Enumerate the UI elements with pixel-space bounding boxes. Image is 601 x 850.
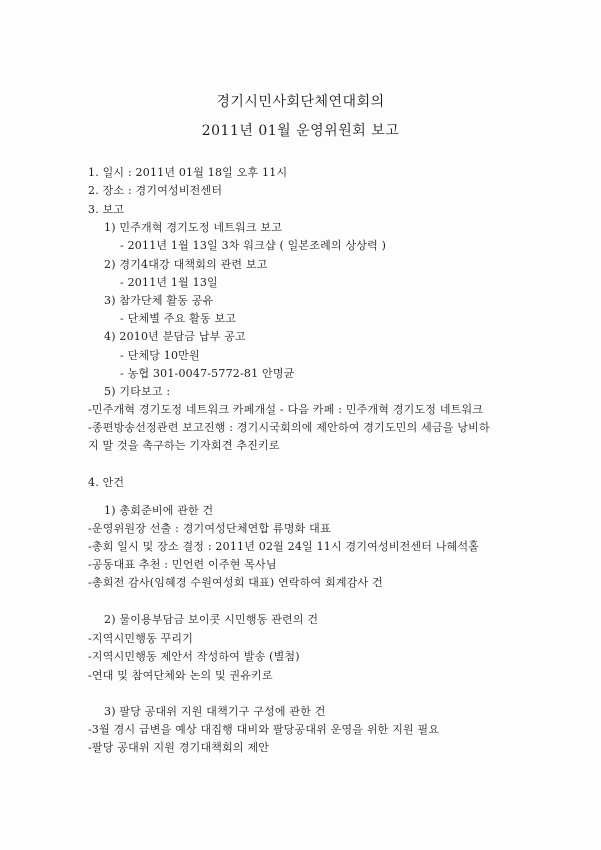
- agenda-item-2-title: 2) 물이용부담금 보이콧 시민행동 관련의 건: [104, 613, 319, 626]
- agenda-item-1-detail: -운영위원장 선출 : 경기여성단체연합 류명화 대표: [88, 522, 331, 535]
- agenda-heading: 4. 안건: [88, 476, 125, 489]
- report-other-cafe-line: -민주개혁 경기도정 네트워크 카페개설 - 다음 카페 : 민주개혁 경기도정 네트워크: [88, 403, 484, 416]
- meeting-place-line: 2. 장소 : 경기여성비전센터: [88, 184, 223, 197]
- agenda-item-3-title: 3) 팔당 공대위 지원 대책기구 구성에 관한 건: [104, 705, 326, 718]
- report-item-3-detail: - 단체별 주요 활동 보고: [120, 312, 237, 325]
- meeting-datetime-line: 1. 일시 : 2011년 01월 18일 오후 11시: [88, 166, 288, 179]
- agenda-item-2-detail: -지역시민행동 꾸리기: [88, 632, 194, 645]
- report-item-2-title: 2) 경기4대강 대책회의 관련 보고: [104, 258, 268, 271]
- agenda-item-1-detail: -총회전 감사(임혜경 수원여성회 대표) 연락하여 회계감사 건: [88, 576, 383, 589]
- agenda-item-1-detail: -공동대표 추천 : 민언련 이주현 목사님: [88, 558, 277, 571]
- agenda-item-1-detail: -총회 일시 및 장소 결정 : 2011년 02월 24일 11시 경기여성비전센터 나혜석홀: [88, 540, 480, 553]
- document-title-meeting: 2011년 01월 운영위원회 보고: [201, 123, 400, 139]
- document-title-organization: 경기시민사회단체연대회의: [216, 94, 385, 110]
- report-heading: 3. 보고: [88, 203, 125, 216]
- agenda-item-1-title: 1) 총회준비에 관한 건: [104, 504, 214, 517]
- report-other-broadcast-line: -종편방송선정관련 보고진행 : 경기시국회의에 제안하여 경기도민의 세금을 낭비하: [88, 421, 490, 434]
- agenda-item-3-detail: -팔당 공대위 지원 경기대책회의 제안: [88, 741, 270, 754]
- report-item-1-title: 1) 민주개혁 경기도정 네트워크 보고: [104, 221, 283, 234]
- report-item-4-detail-account: - 농협 301-0047-5772-81 안명균: [120, 367, 295, 380]
- report-item-4-title: 4) 2010년 분담금 납부 공고: [104, 330, 246, 343]
- agenda-item-2-detail: -연대 및 참여단체와 논의 및 권유키로: [88, 669, 273, 682]
- report-item-3-title: 3) 참가단체 활동 공유: [104, 294, 214, 307]
- report-item-1-detail: - 2011년 1월 13일 3차 워크샵 ( 일본조례의 상상력 ): [120, 239, 387, 252]
- agenda-item-3-detail: -3월 경시 급변을 예상 대집행 대비와 팔당공대위 운영을 위한 지원 필요: [88, 723, 440, 736]
- agenda-item-2-detail: -지역시민행동 제안서 작성하여 발송 (별첨): [88, 650, 300, 663]
- report-item-5-title: 5) 기타보고 :: [104, 385, 171, 398]
- report-item-4-detail-amount: - 단체당 10만원: [120, 349, 200, 362]
- report-item-2-detail: - 2011년 1월 13일: [120, 276, 218, 289]
- report-other-broadcast-line-cont: 지 말 것을 촉구하는 기자회견 추진키로: [88, 439, 280, 452]
